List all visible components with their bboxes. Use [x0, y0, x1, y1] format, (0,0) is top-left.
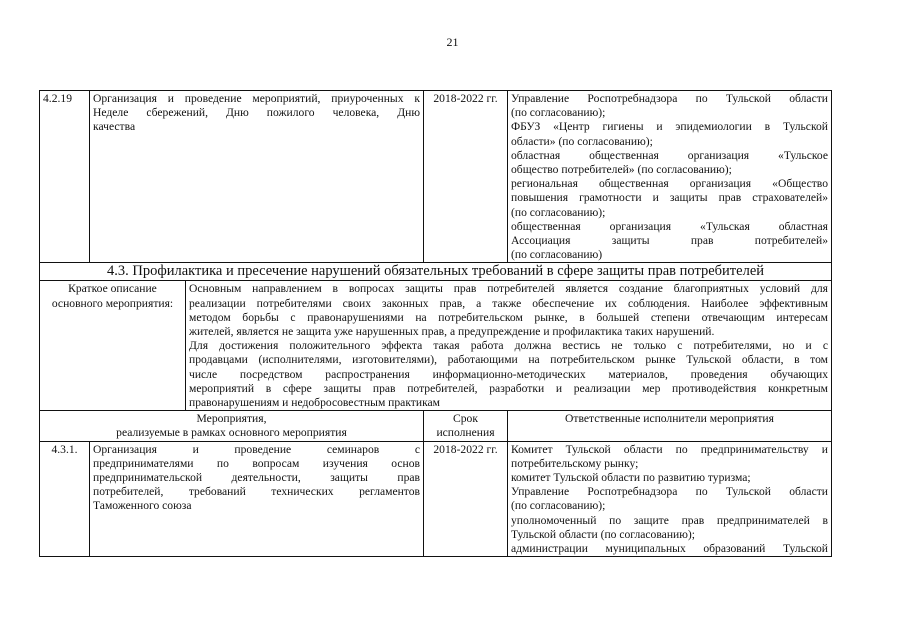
- section-title-row: [40, 263, 832, 281]
- row-activity: [90, 91, 424, 263]
- header-activities-line: Мероприятия,: [196, 412, 267, 426]
- activity-line: качества: [93, 120, 136, 134]
- description-line: Основным направлением в вопросах защиты прав потребителей является создание благоприятных условий для: [189, 282, 828, 296]
- row-responsible: [508, 441, 832, 557]
- header-period-line: Срок: [453, 412, 478, 426]
- measures-table-frame: [39, 90, 831, 557]
- responsible-line: потребительскому рынку;: [511, 456, 639, 470]
- row-period: 2018-2022 гг.: [424, 441, 508, 557]
- description-line: реализации потребителями своих законных прав, а также обеспечение их соблюдения. Наиболее эффективным: [189, 296, 828, 310]
- activity-line: предпринимательской деятельности, защиты прав: [93, 471, 420, 485]
- responsible-line: Управление Роспотребнадзора по Тульской области: [511, 92, 828, 105]
- measures-table: [39, 90, 832, 557]
- activity-line: Неделе сбережений, Дню пожилого человека, Дню: [93, 106, 420, 120]
- description-line: мероприятий в сфере защиты прав потребителей, разработки и реализации мер противодействия конкретным: [189, 381, 828, 395]
- header-period-line: исполнения: [436, 426, 495, 440]
- description-line: правонарушениям и недобросовестным практикам: [189, 396, 441, 410]
- header-responsible: Ответственные исполнители мероприятия: [508, 411, 832, 441]
- header-activities-line: реализуемые в рамках основного мероприятия: [116, 426, 347, 440]
- responsible-line: области» (по согласованию);: [511, 134, 653, 148]
- responsible-line: (по согласованию);: [511, 106, 606, 120]
- column-header-row: [40, 411, 832, 441]
- description-line: жителей, является не защита уже нарушенных прав, а предупреждение и профилактика таких нарушений.: [189, 325, 715, 339]
- responsible-line: Ассоциация защиты прав потребителей»: [511, 234, 828, 248]
- responsible-line: областная общественная организация «Тульское: [511, 148, 828, 162]
- responsible-line: комитет Тульской области по развитию туризма;: [511, 471, 751, 485]
- table-row-4-2-19: [40, 91, 832, 263]
- section-title: 4.3. Профилактика и пресечение нарушений обязательных требований в сфере защиты прав потребителей: [40, 263, 832, 281]
- description-line: методом борьбы с правонарушениями на потребительском рынке, в большей степени отвечающим интересам: [189, 310, 828, 324]
- header-period: [424, 411, 508, 441]
- responsible-line: Комитет Тульской области по предпринимательству и: [511, 442, 828, 456]
- page-number: 21: [446, 35, 459, 49]
- responsible-line: (по согласованию): [511, 248, 603, 262]
- description-line: числе посредством распространения информационно-методических материалов, проведения обучающих: [189, 367, 828, 381]
- activity-line: потребителей, требований технических регламентов: [93, 485, 420, 499]
- activity-line: Организация и проведение семинаров с: [93, 442, 420, 456]
- description-row: [40, 281, 832, 411]
- responsible-line: администрации муниципальных образований Тульской: [511, 542, 828, 556]
- activity-line: предпринимателями по вопросам изучения основ: [93, 456, 420, 470]
- responsible-line: Управление Роспотребнадзора по Тульской области: [511, 485, 828, 499]
- row-code: 4.2.19: [40, 91, 90, 263]
- responsible-line: общественная организация «Тульская областная: [511, 219, 828, 233]
- activity-line: Таможенного союза: [93, 499, 192, 513]
- responsible-line: (по согласованию);: [511, 205, 606, 219]
- row-code: 4.3.1.: [40, 441, 90, 557]
- activity-line: Организация и проведение мероприятий, приуроченных к: [93, 92, 420, 105]
- responsible-line: уполномоченный по защите прав предпринимателей в: [511, 513, 828, 527]
- responsible-line: ФБУЗ «Центр гигиены и эпидемиологии в Тульской: [511, 120, 828, 134]
- header-activities: [40, 411, 424, 441]
- responsible-line: общество потребителей» (по согласованию);: [511, 163, 732, 177]
- description-line: продавцами (исполнителями, изготовителями), работающими на потребительском рынке Тульской области, в том: [189, 353, 828, 367]
- description-label: [40, 281, 186, 411]
- row-period: 2018-2022 гг.: [424, 91, 508, 263]
- description-label-line: основного мероприятия:: [51, 296, 174, 310]
- responsible-line: повышения грамотности и защиты прав страхователей»: [511, 191, 828, 205]
- responsible-line: региональная общественная организация «Общество: [511, 177, 828, 191]
- responsible-line: Тульской области (по согласованию);: [511, 527, 695, 541]
- description-text: [186, 281, 832, 411]
- responsible-line: (по согласованию);: [511, 499, 606, 513]
- description-line: Для достижения положительного эффекта такая работа должна вестись не только с потребителями, но и с: [189, 339, 828, 353]
- table-row-4-3-1: [40, 441, 832, 557]
- row-responsible: [508, 91, 832, 263]
- description-label-line: Краткое описание: [68, 282, 157, 296]
- row-activity: [90, 441, 424, 557]
